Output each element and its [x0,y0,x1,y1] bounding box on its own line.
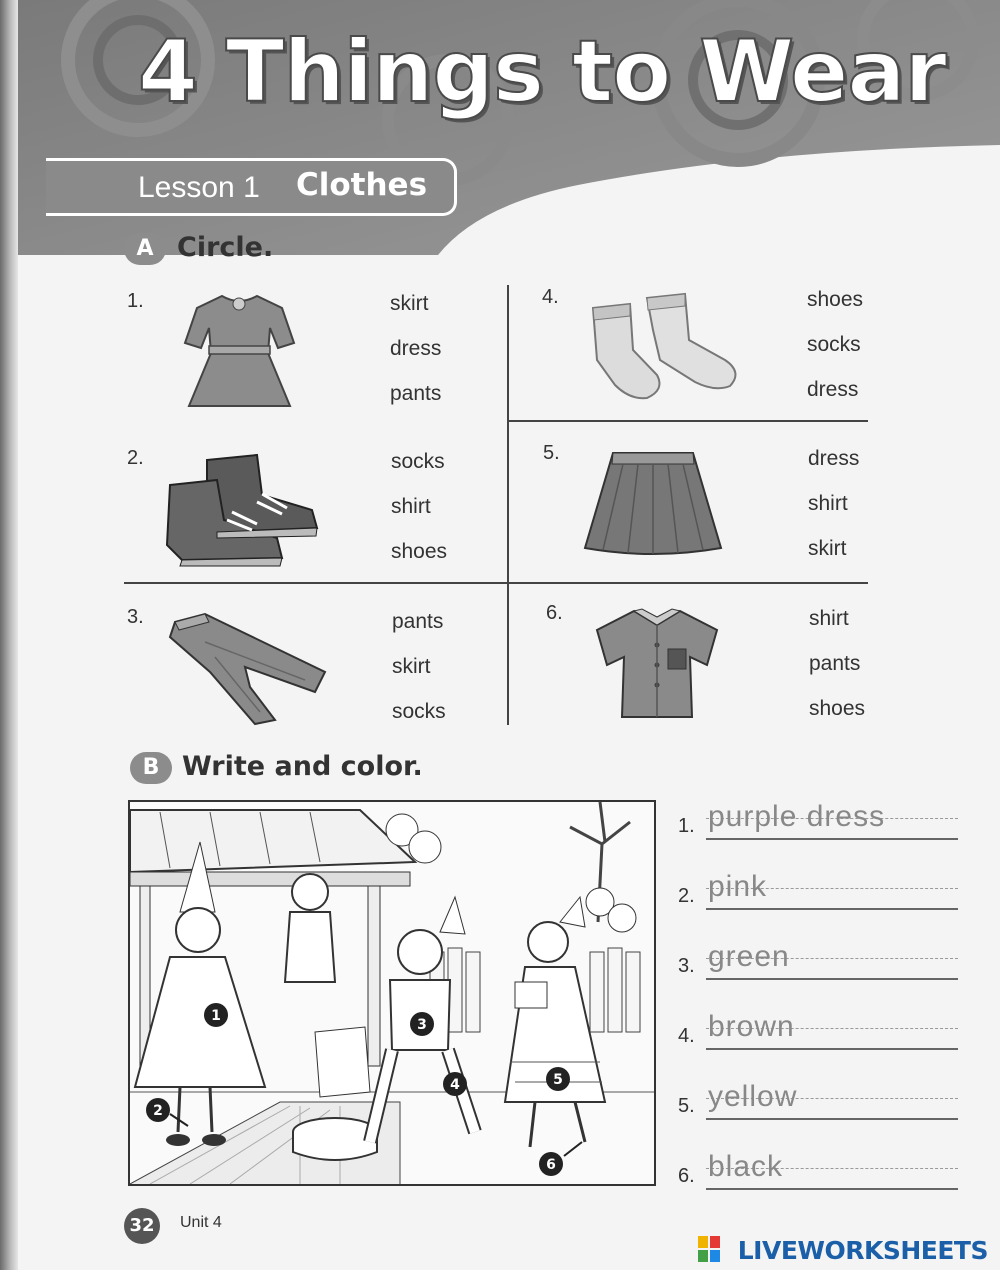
pants-icon [165,612,330,727]
marker-5-label: 5 [553,1072,563,1088]
word-option[interactable]: socks [807,333,861,356]
answer-number: 3. [678,955,695,977]
item-number: 1. [127,290,144,312]
lesson-tab [46,158,457,216]
word-option[interactable]: dress [808,447,860,470]
word-option[interactable]: shirt [391,495,431,518]
item-number: 3. [127,606,144,628]
dress-icon [182,288,297,413]
word-option[interactable]: socks [391,450,445,473]
word-option[interactable]: skirt [392,655,431,678]
word-option[interactable]: skirt [390,292,429,315]
word-option[interactable]: shirt [808,492,848,515]
shoes-icon [162,450,322,570]
word-option[interactable]: dress [807,378,859,401]
word-option[interactable]: pants [390,382,442,405]
answer-text[interactable]: yellow [708,1080,798,1113]
word-option[interactable]: skirt [808,537,847,560]
grid-divider-vertical [507,285,509,725]
item-number: 5. [543,442,560,464]
word-option[interactable]: shoes [391,540,448,563]
socks-icon [585,290,745,405]
party-scene-illustration [128,800,656,1186]
word-option[interactable]: pants [809,652,861,675]
unit-footer-label: Unit 4 [180,1214,222,1231]
answer-number: 6. [678,1165,695,1187]
word-option[interactable]: socks [392,700,446,723]
answer-text[interactable]: brown [708,1010,795,1043]
liveworksheets-logo-icon [698,1236,720,1262]
skirt-icon [583,448,723,558]
marker-1-label: 1 [211,1008,221,1024]
item-number: 4. [542,286,559,308]
shirt-icon [592,605,722,725]
section-a-badge: A [124,233,166,265]
answer-text[interactable]: green [708,940,790,973]
word-option[interactable]: shoes [807,288,864,311]
word-option[interactable]: pants [392,610,444,633]
grid-divider-h1-right [508,420,868,422]
answer-text[interactable]: purple dress [708,800,886,833]
marker-3-label: 3 [417,1017,427,1033]
grid-divider-h2 [124,582,868,584]
page-number-badge: 32 [124,1208,160,1244]
lesson-title: Clothes [296,167,428,203]
answer-text[interactable]: black [708,1150,784,1183]
brand-wordmark[interactable]: LIVEWORKSHEETS [737,1236,988,1265]
word-option[interactable]: shoes [809,697,866,720]
unit-header [18,0,1000,255]
marker-4-label: 4 [450,1077,460,1093]
party-scene-drawing [130,802,654,1184]
answer-number: 5. [678,1095,695,1117]
marker-2-label: 2 [153,1103,163,1119]
section-a-title: Circle. [177,232,274,263]
marker-6-label: 6 [546,1157,556,1173]
item-number: 6. [546,602,563,624]
item-number: 2. [127,447,144,469]
answer-number: 1. [678,815,695,837]
word-option[interactable]: shirt [809,607,849,630]
section-b-title: Write and color. [182,751,423,782]
page-binding-shadow [0,0,18,1270]
section-b-badge: B [130,752,172,784]
answer-number: 4. [678,1025,695,1047]
answer-number: 2. [678,885,695,907]
answer-text[interactable]: pink [708,870,768,903]
lesson-label: Lesson 1 [138,171,260,204]
unit-title: 4 Things to Wear [138,22,946,122]
word-option[interactable]: dress [390,337,442,360]
